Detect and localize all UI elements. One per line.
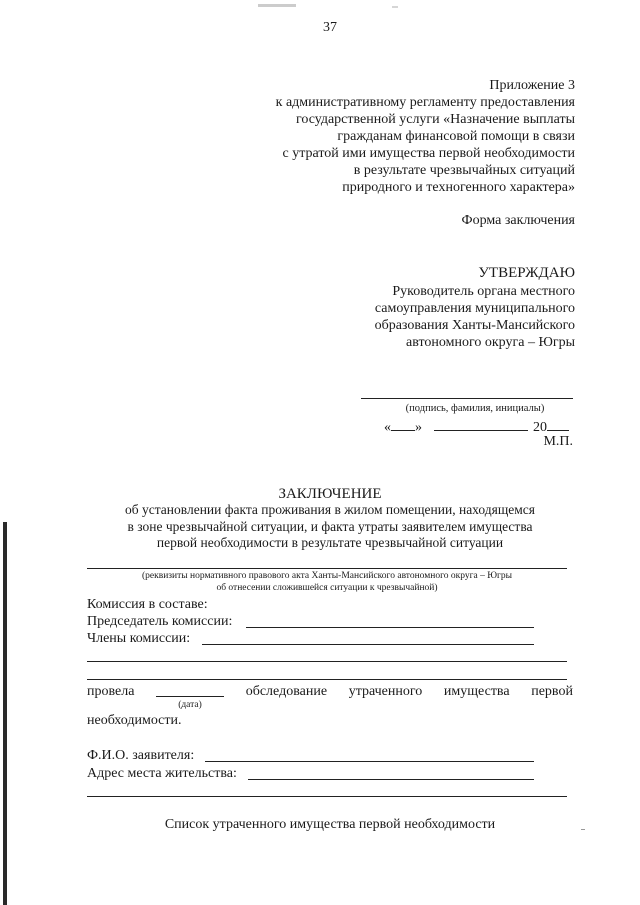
approval-line: образования Ханты-Мансийского [374,318,575,333]
members-label: Члены комиссии: [87,631,191,646]
appendix-line: в результате чрезвычайных ситуаций [353,163,575,178]
year-prefix: 20 [533,420,547,435]
scan-speck [581,829,585,830]
appendix-title: Приложение 3 [489,78,575,93]
stamp-label: М.П. [543,434,573,449]
chairman-line [246,627,534,628]
month-blank [434,417,528,431]
date-open-quote: « [384,420,391,435]
applicant-address-line [248,779,534,780]
requisites-caption-line: (реквизиты нормативного правового акта Ханты-Мансийского автономного округа – Югры [141,571,513,581]
conclusion-subtitle [70,502,590,552]
applicant-address-line [87,796,567,797]
requisites-caption-line: об отнесении сложившейся ситуации к чрезвычайной) [216,583,438,593]
date-close-quote: » [415,420,422,435]
scan-edge-artifact [3,522,7,905]
applicant-name-line [205,761,534,762]
survey-word: утраченного [348,684,423,699]
approval-block [300,264,575,351]
list-title: Список утраченного имущества первой необходимости [164,817,496,832]
day-blank [391,417,415,431]
members-line [87,679,567,680]
requisites-caption [87,570,567,594]
appendix-line: с утратой ими имущества первой необходимости [282,146,575,161]
scan-speck [392,6,398,8]
members-line [202,644,534,645]
conclusion-subtitle-line: в зоне чрезвычайной ситуации, и факта утраты заявителем имущества [127,518,533,534]
chairman-label: Председатель комиссии: [87,614,233,629]
approval-line: Руководитель органа местного [392,284,575,299]
appendix-line: природного и техногенного характера» [342,180,575,195]
year-blank [547,417,569,431]
approval-line: самоуправления муниципального [374,301,575,316]
scan-speck [258,4,296,7]
appendix-line: государственной услуги «Назначение выплаты [295,112,575,127]
applicant-address-label: Адрес места жительства: [87,766,237,781]
survey-word: обследование [245,684,328,699]
appendix-block [200,77,575,196]
survey-row [87,683,573,700]
approval-heading: УТВЕРЖДАЮ [478,265,575,281]
conclusion-subtitle-line: об установлении факта проживания в жилом помещении, находящемся [125,502,535,517]
conclusion-title: ЗАКЛЮЧЕНИЕ [278,486,382,502]
page-number: 37 [323,20,337,35]
survey-date-caption: (дата) [178,700,202,710]
survey-conducted: провела [87,684,135,699]
conclusion-subtitle-line: первой необходимости в результате чрезвычайной ситуации [156,535,504,550]
requisites-line [87,568,567,569]
signature-line [361,398,573,399]
members-line [87,661,567,662]
applicant-name-label: Ф.И.О. заявителя: [87,748,195,763]
appendix-line: гражданам финансовой помощи в связи [337,129,575,144]
commission-composition-label: Комиссия в составе: [87,597,208,612]
survey-word: имущества [443,684,510,699]
survey-date-blank [156,683,224,697]
approval-line: автономного округа – Югры [406,335,575,350]
form-label: Форма заключения [461,213,575,228]
survey-word: первой [531,684,573,699]
survey-continuation: необходимости. [87,713,182,728]
appendix-line: к административному регламенту предоставления [275,95,575,110]
signature-caption: (подпись, фамилия, инициалы) [405,403,545,414]
